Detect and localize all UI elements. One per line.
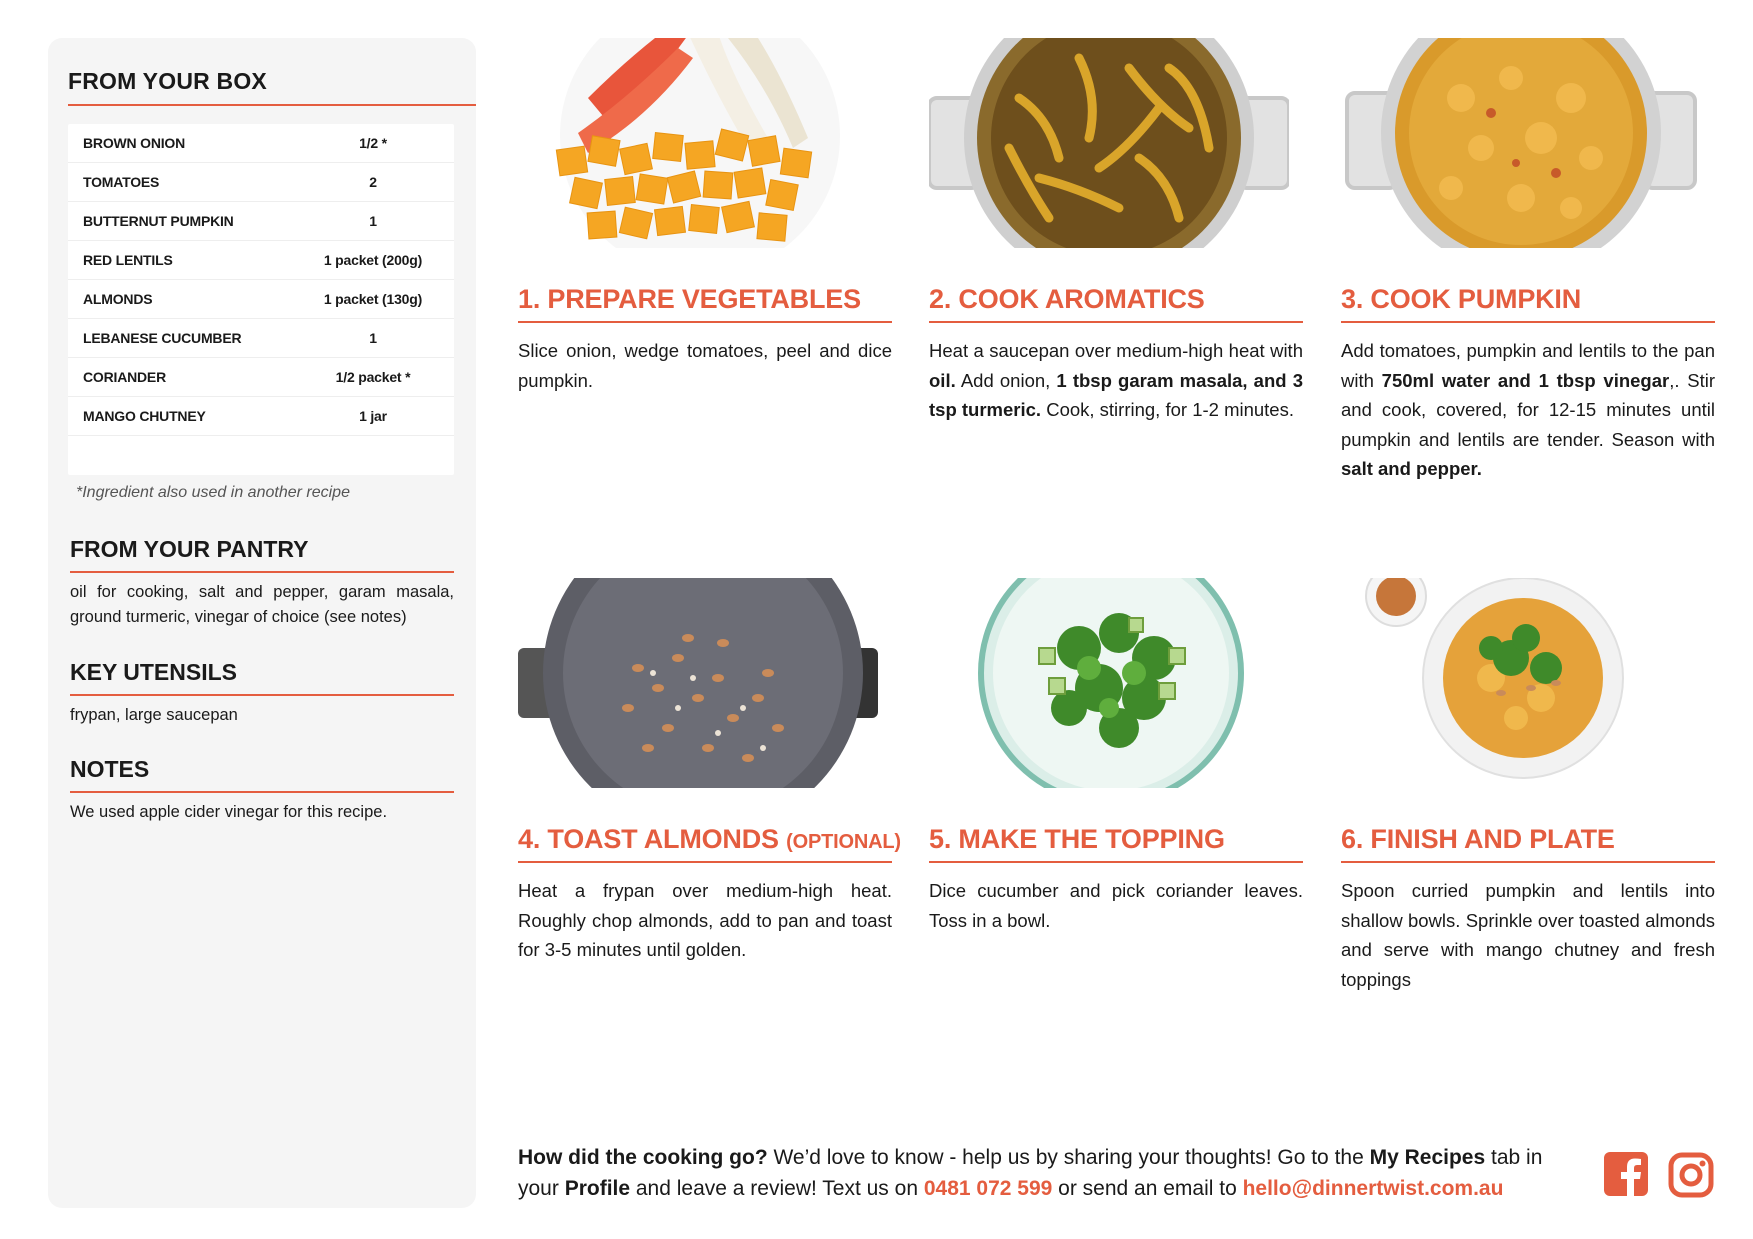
ingredient-row: [68, 319, 454, 358]
step-3-text-b: ,. Stir and cook, covered, for 12-15 minutes until pumpkin and lentils are tender. Season with: [1341, 369, 1715, 450]
ingredient-name: ALMONDS: [83, 291, 153, 307]
ingredient-qty: 1/2 *: [359, 135, 387, 151]
bowl-cucumber-coriander-photo: [929, 578, 1289, 788]
footer-text-2: tab in your: [518, 1146, 1543, 1200]
footer-email-link[interactable]: hello@dinnertwist.com.au: [1242, 1177, 1504, 1200]
ingredient-name: MANGO CHUTNEY: [83, 408, 206, 424]
step-1-title: 1. PREPARE VEGETABLES: [518, 284, 892, 323]
ingredients-table: [68, 124, 454, 475]
step-1-text: Slice onion, wedge tomatoes, peel and dice pumpkin.: [518, 340, 892, 391]
notes-text: We used apple cider vinegar for this recipe.: [70, 803, 388, 821]
ingredient-row: [68, 358, 454, 397]
ingredient-row: [68, 280, 454, 319]
facebook-icon[interactable]: [1604, 1152, 1648, 1196]
ingredient-footnote: *Ingredient also used in another recipe: [76, 484, 350, 501]
step-4-body: [518, 876, 892, 965]
step-4-title-optional: (OPTIONAL): [786, 831, 901, 853]
step-6-body: [1341, 876, 1715, 994]
step-6-text: Spoon curried pumpkin and lentils into shallow bowls. Sprinkle over toasted almonds and serve with mango chutney and fresh toppings: [1341, 880, 1715, 990]
notes-title: NOTES: [70, 756, 454, 793]
ingredient-empty-row: [68, 436, 454, 475]
footer-phone-link[interactable]: 0481 072 599: [923, 1177, 1053, 1200]
instagram-icon[interactable]: [1668, 1152, 1714, 1198]
step-2-text-b: Add onion,: [955, 369, 1057, 391]
ingredient-qty: 2: [369, 174, 377, 190]
ingredient-qty: 1 jar: [359, 408, 387, 424]
ingredient-name: CORIANDER: [83, 369, 166, 385]
footer-question: How did the cooking go?: [518, 1146, 768, 1169]
ingredient-qty: 1: [369, 330, 377, 346]
step-2-text-a: Heat a saucepan over medium-high heat with: [929, 340, 1303, 361]
step-3-bold-a: 750ml water and 1 tbsp vinegar: [1381, 369, 1670, 391]
step-3-bold-b: salt and pepper.: [1341, 458, 1482, 479]
ingredient-name: TOMATOES: [83, 174, 160, 190]
key-utensils-title: KEY UTENSILS: [70, 659, 454, 696]
ingredient-row: [68, 202, 454, 241]
pantry-text: oil for cooking, salt and pepper, garam masala, ground turmeric, vinegar of choice (see notes): [70, 583, 454, 626]
from-your-pantry-title: FROM YOUR PANTRY: [70, 536, 454, 573]
ingredient-qty: 1 packet (130g): [323, 291, 423, 307]
footer-text-3: and leave a review! Text us on: [630, 1177, 924, 1200]
from-your-box-title: FROM YOUR BOX: [68, 68, 476, 106]
ingredient-qty: 1 packet (200g): [323, 252, 423, 268]
ingredient-name: LEBANESE CUCUMBER: [83, 330, 242, 346]
ingredient-row: [68, 397, 454, 436]
step-5-title: 5. MAKE THE TOPPING: [929, 824, 1303, 863]
ingredient-qty: 1: [369, 213, 377, 229]
step-5-body: [929, 876, 1303, 935]
step-6-title: 6. FINISH AND PLATE: [1341, 824, 1715, 863]
ingredient-row: [68, 124, 454, 163]
step-2-bold-a: oil.: [929, 369, 956, 391]
step-1-body: [518, 336, 892, 395]
step-5-text: Dice cucumber and pick coriander leaves. Toss in a bowl.: [929, 880, 1303, 931]
step-3-body: [1341, 336, 1715, 484]
ingredient-name: BROWN ONION: [83, 135, 186, 151]
step-4-title-text: 4. TOAST ALMONDS: [518, 824, 779, 854]
step-3-text-a: Add tomatoes, pumpkin and lentils to the pan with: [1341, 340, 1715, 391]
footer-profile[interactable]: Profile: [564, 1177, 631, 1200]
ingredient-row: [68, 163, 454, 202]
step-2-title: 2. COOK AROMATICS: [929, 284, 1303, 323]
feedback-footer: [518, 1142, 1578, 1204]
footer-my-recipes[interactable]: My Recipes: [1369, 1146, 1486, 1169]
ingredient-row: [68, 241, 454, 280]
step-4-text: Heat a frypan over medium-high heat. Roughly chop almonds, add to pan and toast for 3-5 minutes until golden.: [518, 880, 892, 960]
footer-text-4: or send an email to: [1052, 1177, 1243, 1200]
ingredient-qty: 1/2 packet *: [335, 369, 411, 385]
ingredients-sidebar: [48, 38, 476, 1208]
utensils-text: frypan, large saucepan: [70, 706, 238, 724]
ingredient-name: RED LENTILS: [83, 252, 173, 268]
footer-text-1: We’d love to know - help us by sharing your thoughts! Go to the: [767, 1146, 1370, 1169]
step-2-body: [929, 336, 1303, 425]
saucepan-curry-photo: [1341, 38, 1701, 248]
step-2-text-c: Cook, stirring, for 1-2 minutes.: [1041, 399, 1294, 420]
step-3-title: 3. COOK PUMPKIN: [1341, 284, 1715, 323]
step-4-title: [518, 824, 901, 863]
ingredient-name: BUTTERNUT PUMPKIN: [83, 213, 234, 229]
frypan-almonds-photo: [518, 578, 878, 788]
step-2-bold-b: 1 tbsp garam masala, and 3 tsp turmeric.: [929, 369, 1303, 420]
chopped-vegetables-photo: [518, 38, 878, 248]
saucepan-onions-photo: [929, 38, 1289, 248]
plated-curry-photo: [1341, 578, 1701, 788]
